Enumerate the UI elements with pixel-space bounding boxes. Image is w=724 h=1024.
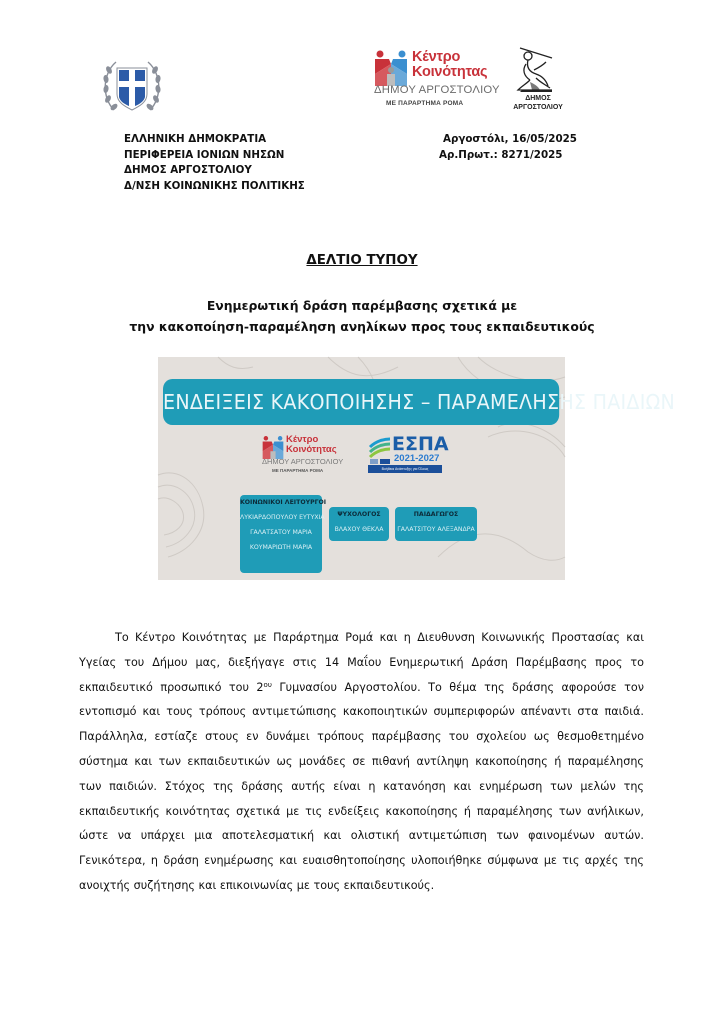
body-line: Υγείας του Δήμου μας, διεξήγαγε στις 14 Μαΐου Ενημερωτική Δράση Παρέμβασης προς το [79,655,644,669]
poster-kk-tagline: ΜΕ ΠΑΡΑΡΤΗΜΑ ΡΟΜΑ [272,468,324,473]
community-center-subtitle: ΔΗΜΟΥ ΑΡΓΟΣΤΟΛΙΟΥ [374,84,500,96]
poster-espa-logo [368,433,449,477]
body-line: Το Κέντρο Κοινότητας με Παράρτημα Ρομά και η Διευθυνση Κοινωνικής Προστασίας και [115,631,644,644]
body-line: εκπαιδευτικό προσωπικό του $2^{o\upsilon}$ Γυμνασίου Αργοστολίου. Το θέμα της δράσης αφορούσε τον [79,680,644,694]
subtitle-line-1: Ενημερωτική δράση παρέμβασης σχετικά με [206,298,518,313]
body-line: Παράλληλα, εστίαζε στους εν δυνάμει τρόπους παρέμβασης του σχολείου ως θεσμοθετημένο [79,730,644,744]
body-line: Γενικότερα, η δράση ενημέρωσης και ευαισθητοποίησης υλοποιήθηκε σύμφωνα με τις αρχές της [79,854,644,868]
issuer-line-country: ΕΛΛΗΝΙΚΗ ΔΗΜΟΚΡΑΤΙΑ [124,133,267,145]
espa-waves-icon [368,435,392,465]
body-line: ανοιχτής συζήτησης και επικοινωνίας με τους εκπαιδευτικούς. [79,878,435,892]
body-line: εντοπισμό και τους τρόπους αντιμετώπισης κακοποιητικών συμπεριφορών απέναντι στα παιδιά. [79,705,644,719]
subtitle-line-2: την κακοποίηση-παραμέληση ανηλίκων προς τους εκπαιδευτικούς [129,319,595,334]
poster-card-social-workers: ΚΟΙΝΩΝΙΚΟΙ ΛΕΙΤΟΥΡΓΟΙ ΛΥΚΙΑΡΔΟΠΟΥΛΟΥ ΕΥΤΥΧΙΑ ΓΑΛΑΤΣΑΤΟΥ ΜΑΡΙΑ ΚΟΥΜΑΡΙΩΤΗ ΜΑΡΙΑ [240,495,322,573]
community-center-tagline: ΜΕ ΠΑΡΑΡΤΗΜΑ ΡΟΜΑ [386,100,464,107]
poster-card-pedagogue: ΠΑΙΔΑΓΩΓΟΣ ΓΑΛΑΤΣΙΤΟΥ ΑΛΕΞΑΝΔΡΑ [395,507,477,541]
greek-coat-of-arms-icon [100,54,164,120]
espa-years: 2021-2027 [394,453,440,464]
poster-banner-title: ΕΝΔΕΙΞΕΙΣ ΚΑΚΟΠΟΙΗΣΗΣ – ΠΑΡΑΜΕΛΗΣΗΣ ΠΑΙΔΙΩΝ [163,379,559,425]
issuer-line-municipality: ΔΗΜΟΣ ΑΡΓΟΣΤΟΛΙΟΥ [124,164,252,176]
body-line: ώστε να υπάρχει μια αποτελεσματική και ολιστική αντιμετώπιση των φαινομένων αυτών. [79,829,644,843]
issuer-line-department: Δ/ΝΣΗ ΚΟΙΝΩΝΙΚΗΣ ΠΟΛΙΤΙΚΗΣ [124,179,305,192]
poster-kk-subtitle: ΔΗΜΟΥ ΑΡΓΟΣΤΟΛΙΟΥ [262,457,344,466]
document-title: ΔΕΛΤΙΟ ΤΥΠΟΥ [306,253,418,268]
body-line: εκπαιδευτικής κοινότητας σχετικά με τις ενδείξεις κακοποίησης ή παραμέλησης των ανήλικων, [79,804,644,818]
community-center-logo [372,46,500,112]
ordinal-superscript: ου [263,680,272,689]
municipality-emblem-icon [516,46,556,94]
community-center-title: Κέντρο Κοινότητας [412,49,488,80]
protocol-number: Αρ.Πρωτ.: 8271/2025 [439,148,563,161]
press-release-body [79,626,644,899]
espa-slogan: Βοήθεια Ανάπτυξης για Όλους [368,465,442,473]
document-subtitle [0,295,724,337]
municipality-logo [506,46,570,116]
issuer-block [124,132,305,194]
event-poster-image [158,357,676,580]
issuer-line-region: ΠΕΡΙΦΕΡΕΙΑ ΙΟΝΙΩΝ ΝΗΣΩΝ [124,148,285,161]
poster-community-center-logo: Κέντρο Κοινότητας ΔΗΜΟΥ ΑΡΓΟΣΤΟΛΙΟΥ ΜΕ ΠΑΡΑΡΤΗΜΑ ΡΟΜΑ [262,434,344,473]
place-date: Αργοστόλι, 16/05/2025 [443,133,577,145]
date-protocol-block [439,132,577,163]
espa-title: ΕΣΠΑ [392,433,449,455]
poster-card-psychologist: ΨΥΧΟΛΟΓΟΣ ΒΛΑΧΟΥ ΘΕΚΛΑ [329,507,389,541]
municipality-logo-text: ΔΗΜΟΣ ΑΡΓΟΣΤΟΛΙΟΥ [513,95,563,111]
body-line: των παιδιών. Στόχος της δράσης αυτής είναι η κατανόηση και ενημέρωση των μελών της [79,779,644,793]
community-center-mark-icon [374,50,408,88]
body-line: σύστημα και των εκπαιδευτικών ως μονάδες σε πιθανή αντίληψη κακοποίησης ή παραμέλησης [79,754,644,768]
